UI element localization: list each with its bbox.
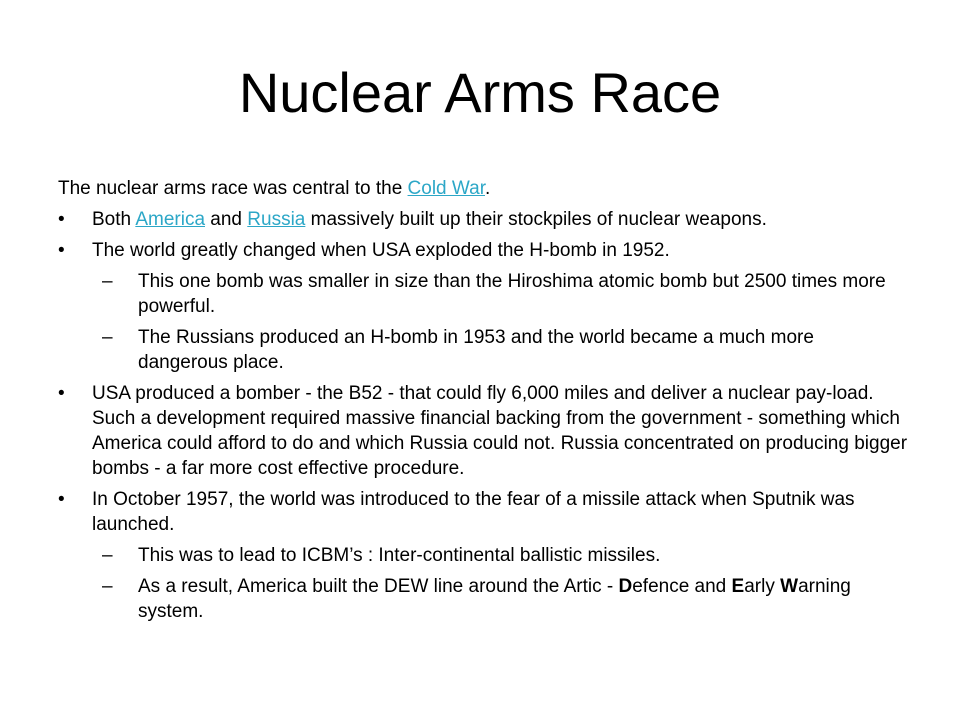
bullet-text: USA produced a bomber - the B52 - that could fly 6,000 miles and deliver a nuclear pay-load. Such a development required massive financial backing from the government - something which America could afford to do and which Russia could not. Russia concentrated on producing bigger bombs - a far more cost effective procedure. <box>92 383 908 479</box>
sub-bullet-text: arly <box>744 576 781 597</box>
bullet-marker: • <box>58 209 65 230</box>
bold-letter-d: D <box>618 576 633 597</box>
bullet-text: The world greatly changed when USA exploded the H-bomb in 1952. <box>92 240 670 261</box>
sub-bullet-item-russian-h-bomb <box>58 325 908 375</box>
sub-bullet-text: As a result, America built the DEW line around the Artic - <box>138 576 619 597</box>
sub-bullet-marker: – <box>102 576 113 597</box>
slide-content <box>58 176 908 630</box>
bold-letter-w: W <box>780 576 799 597</box>
bullet-item-stockpiles <box>58 207 908 232</box>
bullet-text: and <box>205 209 248 230</box>
sub-bullet-marker: – <box>102 545 113 566</box>
bullet-marker: • <box>58 240 65 261</box>
bullet-text: Both <box>92 209 136 230</box>
america-link[interactable]: America <box>135 209 206 230</box>
bullet-item-b52 <box>58 381 908 481</box>
cold-war-link[interactable]: Cold War <box>407 178 485 199</box>
sub-bullet-marker: – <box>102 271 113 292</box>
intro-line <box>58 176 908 201</box>
bullet-text: massively built up their stockpiles of nuclear weapons. <box>305 209 767 230</box>
sub-bullet-item-icbm <box>58 543 908 568</box>
sub-bullet-text: The Russians produced an H-bomb in 1953 and the world became a much more dangerous place. <box>138 327 814 373</box>
bullet-item-sputnik <box>58 487 908 537</box>
sub-bullet-text: This was to lead to ICBM’s : Inter-continental ballistic missiles. <box>138 545 661 566</box>
sub-bullet-text: This one bomb was smaller in size than the Hiroshima atomic bomb but 2500 times more powerful. <box>138 271 886 317</box>
slide-title: Nuclear Arms Race <box>238 61 722 124</box>
bullet-marker: • <box>58 383 65 404</box>
bullet-text: In October 1957, the world was introduced to the fear of a missile attack when Sputnik was launched. <box>92 489 855 535</box>
sub-bullet-text: efence and <box>632 576 732 597</box>
bullet-item-h-bomb <box>58 238 908 263</box>
bold-letter-e: E <box>731 576 745 597</box>
intro-end: . <box>484 178 491 199</box>
russia-link[interactable]: Russia <box>247 209 306 230</box>
bullet-marker: • <box>58 489 65 510</box>
sub-bullet-item-dew-line <box>58 574 908 624</box>
sub-bullet-text: arning system. <box>138 576 851 622</box>
sub-bullet-marker: – <box>102 327 113 348</box>
sub-bullet-item-power <box>58 269 908 319</box>
intro-text: The nuclear arms race was central to the <box>58 178 408 199</box>
